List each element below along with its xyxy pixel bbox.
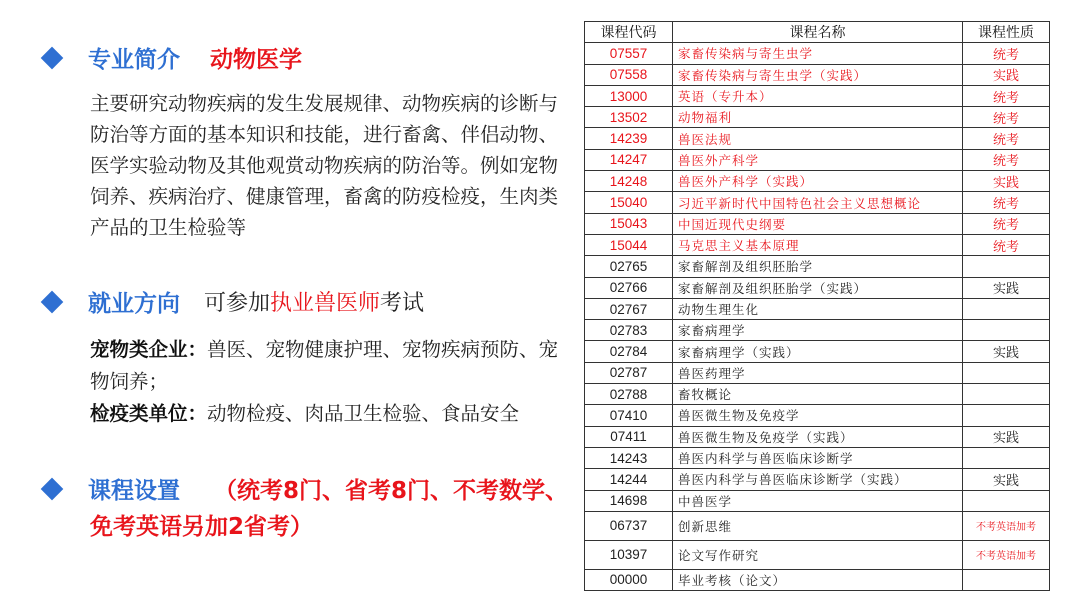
section-intro-heading xyxy=(40,41,302,74)
course-code: 14243 xyxy=(585,447,673,468)
career-item-pet-label: 宠物类企业： xyxy=(90,338,208,361)
course-code: 02787 xyxy=(585,362,673,383)
course-nature xyxy=(963,490,1050,511)
course-nature xyxy=(963,362,1050,383)
course-code: 07558 xyxy=(585,64,673,85)
career-item-pet-text: 兽医、宠物健康护理、宠物疾病预防、宠物饲养； xyxy=(90,338,559,393)
course-name: 家畜解剖及组织胚胎学 xyxy=(673,256,963,277)
course-code: 14698 xyxy=(585,490,673,511)
table-row xyxy=(585,469,1050,490)
course-code: 14239 xyxy=(585,128,673,149)
course-nature: 统考 xyxy=(963,107,1050,128)
table-row xyxy=(585,171,1050,192)
course-code: 15044 xyxy=(585,234,673,255)
course-code: 06737 xyxy=(585,511,673,540)
course-code: 07557 xyxy=(585,43,673,64)
course-nature: 统考 xyxy=(963,192,1050,213)
course-name: 毕业考核（论文） xyxy=(673,569,963,590)
course-name: 兽医内科学与兽医临床诊断学（实践） xyxy=(673,469,963,490)
course-name: 兽医外产科学 xyxy=(673,149,963,170)
course-nature: 统考 xyxy=(963,149,1050,170)
diamond-bullet-icon xyxy=(41,46,64,69)
course-code: 02766 xyxy=(585,277,673,298)
table-row xyxy=(585,405,1050,426)
table-row xyxy=(585,234,1050,255)
course-table-wrap xyxy=(584,21,1049,591)
intro-body: 主要研究动物疾病的发生发展规律、动物疾病的诊断与防治等方面的基本知识和技能，进行畜禽、伴侣动物、医学实验动物及其他观赏动物疾病的防治等。例如宠物饲养、疾病治疗、健康管理，畜禽的防疫检疫，生肉类产品的卫生检验等 xyxy=(90,92,559,239)
major-name: 动物医学 xyxy=(210,47,302,73)
table-row xyxy=(585,362,1050,383)
course-name: 兽医内科学与兽医临床诊断学 xyxy=(673,447,963,468)
course-code: 02788 xyxy=(585,384,673,405)
course-nature: 实践 xyxy=(963,341,1050,362)
table-row xyxy=(585,128,1050,149)
course-name: 动物福利 xyxy=(673,107,963,128)
career-heading-label: 就业方向 xyxy=(88,291,180,317)
table-row xyxy=(585,213,1050,234)
course-name: 家畜病理学 xyxy=(673,320,963,341)
career-item-quarantine-text: 动物检疫、肉品卫生检验、食品安全 xyxy=(207,402,520,425)
course-code: 15040 xyxy=(585,192,673,213)
course-name: 兽医药理学 xyxy=(673,362,963,383)
course-code: 07411 xyxy=(585,426,673,447)
course-name: 兽医微生物及免疫学 xyxy=(673,405,963,426)
section-course-heading xyxy=(40,472,580,505)
course-nature: 实践 xyxy=(963,277,1050,298)
course-name: 马克思主义基本原理 xyxy=(673,234,963,255)
course-name: 兽医微生物及免疫学（实践） xyxy=(673,426,963,447)
course-name: 兽医法规 xyxy=(673,128,963,149)
table-row xyxy=(585,43,1050,64)
table-row xyxy=(585,384,1050,405)
course-name: 畜牧概论 xyxy=(673,384,963,405)
career-note-highlight: 执业兽医师 xyxy=(270,291,381,316)
table-row xyxy=(585,107,1050,128)
course-name: 家畜传染病与寄生虫学（实践） xyxy=(673,64,963,85)
table-row xyxy=(585,192,1050,213)
career-note-before: 可参加 xyxy=(204,291,271,316)
course-name: 创新思维 xyxy=(673,511,963,540)
career-exam-note xyxy=(204,286,424,317)
table-row xyxy=(585,511,1050,540)
table-row xyxy=(585,447,1050,468)
header-code: 课程代码 xyxy=(585,22,673,43)
header-nature: 课程性质 xyxy=(963,22,1050,43)
course-code: 02767 xyxy=(585,298,673,319)
course-nature xyxy=(963,405,1050,426)
course-nature: 实践 xyxy=(963,426,1050,447)
table-row xyxy=(585,149,1050,170)
course-code: 10397 xyxy=(585,540,673,569)
section-career-heading xyxy=(40,285,424,318)
course-name: 家畜解剖及组织胚胎学（实践） xyxy=(673,277,963,298)
table-row xyxy=(585,426,1050,447)
course-code: 13000 xyxy=(585,85,673,106)
course-nature: 不考英语加考 xyxy=(963,540,1050,569)
course-code: 02783 xyxy=(585,320,673,341)
course-code: 02765 xyxy=(585,256,673,277)
course-note-line1: （统考8门、省考8门、不考数学、 xyxy=(214,478,569,504)
course-code: 14247 xyxy=(585,149,673,170)
course-name: 中兽医学 xyxy=(673,490,963,511)
course-name: 兽医外产科学（实践） xyxy=(673,171,963,192)
course-nature: 统考 xyxy=(963,234,1050,255)
course-code: 02784 xyxy=(585,341,673,362)
course-code: 00000 xyxy=(585,569,673,590)
career-body xyxy=(90,334,575,430)
table-row xyxy=(585,256,1050,277)
table-row xyxy=(585,540,1050,569)
course-code: 15043 xyxy=(585,213,673,234)
course-nature: 实践 xyxy=(963,469,1050,490)
diamond-bullet-icon xyxy=(41,477,64,500)
career-note-after: 考试 xyxy=(380,291,425,316)
course-code: 07410 xyxy=(585,405,673,426)
course-code: 14244 xyxy=(585,469,673,490)
intro-heading-label: 专业简介 xyxy=(88,47,180,73)
course-nature xyxy=(963,447,1050,468)
table-row xyxy=(585,490,1050,511)
course-code: 14248 xyxy=(585,171,673,192)
course-nature xyxy=(963,256,1050,277)
table-row xyxy=(585,341,1050,362)
course-name: 习近平新时代中国特色社会主义思想概论 xyxy=(673,192,963,213)
course-name: 中国近现代史纲要 xyxy=(673,213,963,234)
table-row xyxy=(585,64,1050,85)
table-header-row xyxy=(585,22,1050,43)
table-row xyxy=(585,85,1050,106)
course-nature: 统考 xyxy=(963,43,1050,64)
course-nature: 统考 xyxy=(963,128,1050,149)
header-name: 课程名称 xyxy=(673,22,963,43)
table-row xyxy=(585,320,1050,341)
course-name: 家畜病理学（实践） xyxy=(673,341,963,362)
career-item-quarantine xyxy=(90,398,575,430)
course-name: 英语（专升本） xyxy=(673,85,963,106)
table-row xyxy=(585,569,1050,590)
course-nature xyxy=(963,320,1050,341)
course-nature xyxy=(963,569,1050,590)
diamond-bullet-icon xyxy=(41,290,64,313)
course-nature xyxy=(963,384,1050,405)
course-note-line2: 免考英语另加2省考） xyxy=(90,514,314,540)
table-row xyxy=(585,298,1050,319)
course-name: 动物生理生化 xyxy=(673,298,963,319)
course-nature: 统考 xyxy=(963,85,1050,106)
course-heading-label: 课程设置 xyxy=(88,478,180,504)
course-name: 论文写作研究 xyxy=(673,540,963,569)
course-table xyxy=(584,21,1050,591)
course-nature xyxy=(963,298,1050,319)
course-nature: 实践 xyxy=(963,64,1050,85)
career-item-quarantine-label: 检疫类单位： xyxy=(90,402,208,425)
career-item-pet xyxy=(90,334,575,398)
course-nature: 实践 xyxy=(963,171,1050,192)
course-name: 家畜传染病与寄生虫学 xyxy=(673,43,963,64)
course-nature: 不考英语加考 xyxy=(963,511,1050,540)
table-row xyxy=(585,277,1050,298)
course-code: 13502 xyxy=(585,107,673,128)
course-table-body xyxy=(585,43,1050,591)
course-nature: 统考 xyxy=(963,213,1050,234)
